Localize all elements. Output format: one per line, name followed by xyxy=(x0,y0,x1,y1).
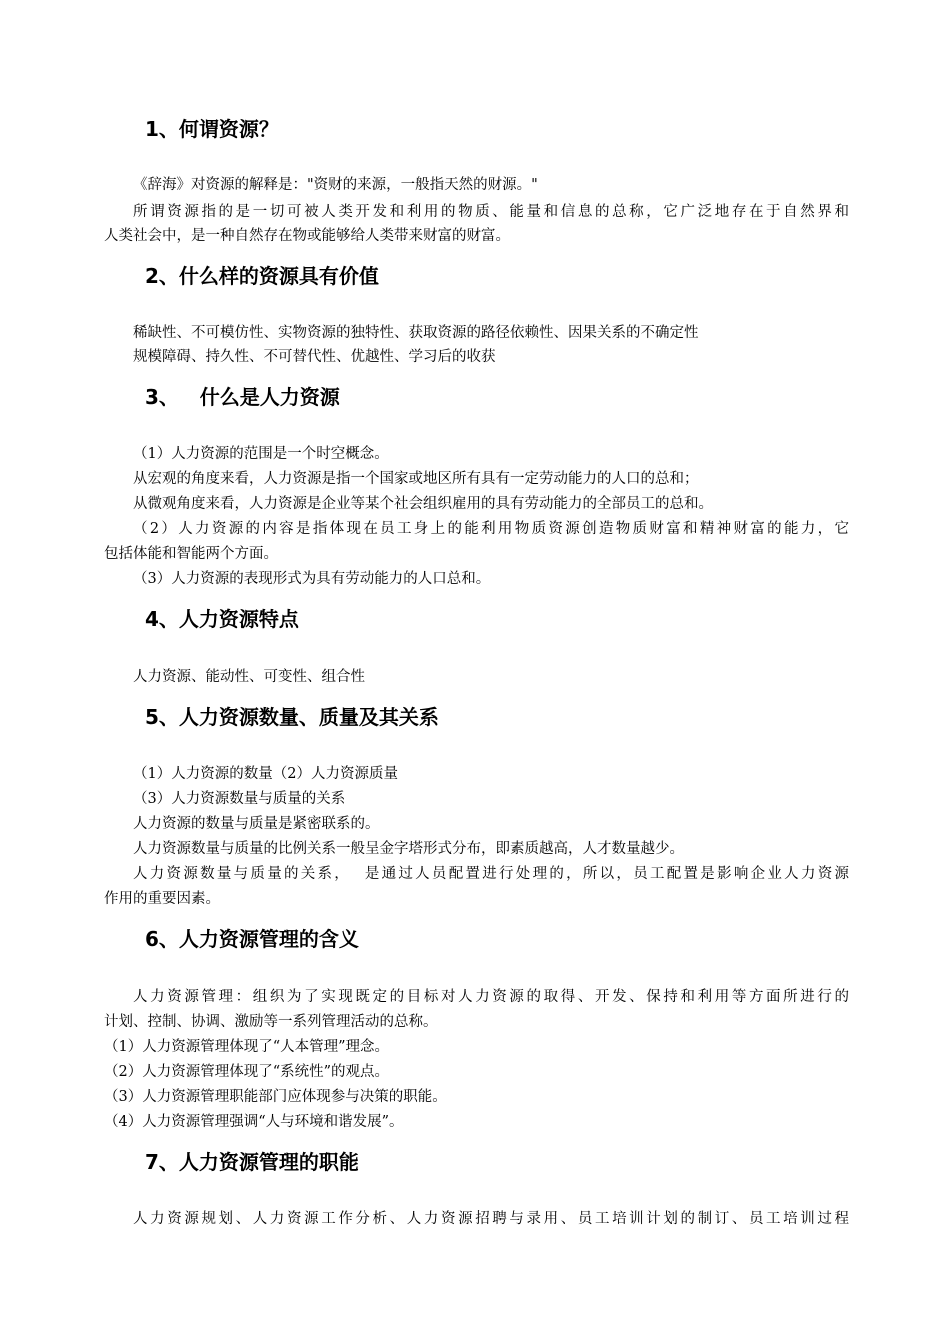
section-1-line-1: 《辞海》对资源的解释是："资财的来源，一般指天然的财源。" xyxy=(133,177,538,193)
section-7-heading: 7、人力资源管理的职能 xyxy=(145,1150,359,1174)
section-6-line-2: 计划、控制、协调、激励等一系列管理活动的总称。 xyxy=(104,1014,438,1030)
section-5-line-6: 作用的重要因素。 xyxy=(104,891,220,907)
section-6-line-5: （3）人力资源管理职能部门应体现参与决策的职能。 xyxy=(104,1089,447,1105)
section-7-line-1: 人力资源规划、人力资源工作分析、人力资源招聘与录用、员工培训计划的制订、员工培训过程 xyxy=(133,1211,849,1227)
section-3-line-3: 从微观角度来看，人力资源是企业等某个社会组织雇用的具有劳动能力的全部员工的总和。 xyxy=(133,496,713,512)
section-3-line-2: 从宏观的角度来看，人力资源是指一个国家或地区所有具有一定劳动能力的人口的总和； xyxy=(133,471,699,487)
section-1-heading: 1、何谓资源？ xyxy=(145,117,279,141)
section-5-line-3: 人力资源的数量与质量是紧密联系的。 xyxy=(133,816,380,832)
section-6-line-6: （4）人力资源管理强调“人与环境和谐发展”。 xyxy=(104,1114,404,1130)
section-2-line-2: 规模障碍、持久性、不可替代性、优越性、学习后的收获 xyxy=(133,349,496,365)
section-3-heading: 3、 什么是人力资源 xyxy=(145,385,340,409)
section-5-line-4: 人力资源数量与质量的比例关系一般呈金字塔形式分布，即素质越高，人才数量越少。 xyxy=(133,841,684,857)
section-6-line-3: （1）人力资源管理体现了“人本管理”理念。 xyxy=(104,1039,390,1055)
section-2-line-1: 稀缺性、不可模仿性、实物资源的独特性、获取资源的路径依赖性、因果关系的不确定性 xyxy=(133,325,699,341)
section-3-line-1: （1）人力资源的范围是一个时空概念。 xyxy=(133,446,389,462)
section-5-line-2: （3）人力资源数量与质量的关系 xyxy=(133,791,346,807)
section-5-heading: 5、人力资源数量、质量及其关系 xyxy=(145,705,439,729)
section-6-heading: 6、人力资源管理的含义 xyxy=(145,927,359,951)
section-5-line-5: 人力资源数量与质量的关系， 是通过人员配置进行处理的，所以，员工配置是影响企业人力资源 xyxy=(133,866,849,882)
section-1-line-3: 人类社会中，是一种自然存在物或能够给人类带来财富的财富。 xyxy=(104,228,510,244)
section-4-line-1: 人力资源、能动性、可变性、组合性 xyxy=(133,669,365,685)
section-3-line-5: 包括体能和智能两个方面。 xyxy=(104,546,278,562)
section-6-line-4: （2）人力资源管理体现了“系统性”的观点。 xyxy=(104,1064,390,1080)
section-5-line-1: （1）人力资源的数量（2）人力资源质量 xyxy=(133,766,398,782)
section-3-line-6: （3）人力资源的表现形式为具有劳动能力的人口总和。 xyxy=(133,571,491,587)
section-2-heading: 2、什么样的资源具有价值 xyxy=(145,264,379,288)
section-1-line-2: 所谓资源指的是一切可被人类开发和利用的物质、能量和信息的总称，它广泛地存在于自然界和 xyxy=(133,204,849,220)
section-3-line-4: （2）人力资源的内容是指体现在员工身上的能利用物质资源创造物质财富和精神财富的能力，它 xyxy=(133,521,849,537)
section-6-line-1: 人力资源管理：组织为了实现既定的目标对人力资源的取得、开发、保持和利用等方面所进行的 xyxy=(133,989,849,1005)
section-4-heading: 4、人力资源特点 xyxy=(145,607,299,631)
